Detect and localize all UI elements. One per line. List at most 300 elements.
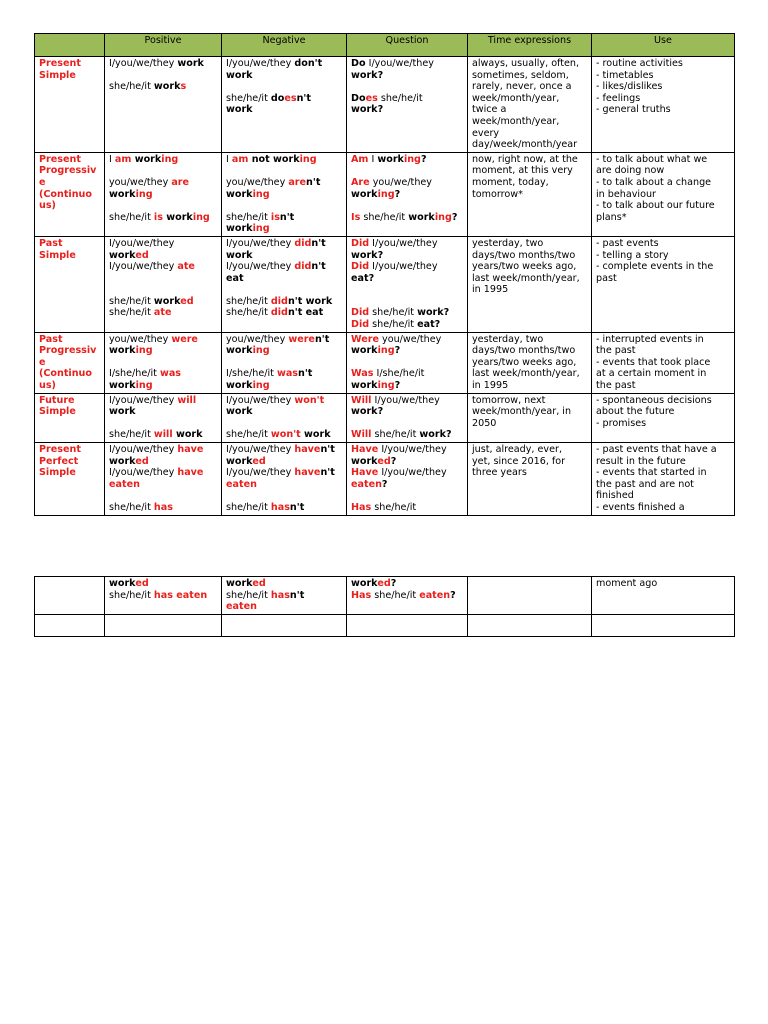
text-segment: Did xyxy=(351,261,370,273)
text-segment: work? xyxy=(417,307,450,319)
header-time-expressions: Time expressions xyxy=(468,34,592,57)
cell-line: yesterday, two xyxy=(472,333,544,345)
text-segment: Has xyxy=(351,589,372,601)
cell-line xyxy=(109,284,217,296)
cell-line xyxy=(226,334,342,346)
text-segment: work xyxy=(109,249,136,261)
text-segment: I/you/we/they xyxy=(226,394,295,406)
cell-line: three years xyxy=(472,467,527,479)
text-segment: she/he/it xyxy=(377,92,423,104)
cell-line: - to talk about our future xyxy=(596,200,715,212)
text-segment: work xyxy=(153,81,181,93)
text-segment: ing xyxy=(135,345,153,357)
cell-line xyxy=(109,590,217,602)
text-segment: Do xyxy=(351,58,366,69)
cell-line xyxy=(109,154,217,166)
text-segment: I/you/we/they xyxy=(109,394,178,406)
cell-line xyxy=(109,467,217,479)
text-segment: she/he/it xyxy=(109,307,154,319)
text-segment: ed xyxy=(252,578,266,589)
text-segment: work xyxy=(226,249,253,261)
cell-line: us) xyxy=(39,200,56,212)
cell-line: Present xyxy=(39,58,81,69)
text-segment: was xyxy=(276,368,299,380)
text-segment: work xyxy=(131,153,162,165)
text-segment: don't xyxy=(294,58,323,69)
cell-line: years/two weeks ago, xyxy=(472,356,577,368)
text-segment: I/you/we/they xyxy=(226,237,295,249)
text-segment: work xyxy=(226,104,253,116)
cell-line: (Continuo xyxy=(39,188,92,200)
text-segment: have xyxy=(177,467,204,479)
text-segment: n't xyxy=(314,333,330,345)
text-segment: not work xyxy=(248,153,300,165)
positive-form-cell xyxy=(105,443,222,516)
text-segment: she/he/it xyxy=(371,429,420,441)
text-segment: ? xyxy=(390,578,397,589)
cell-line xyxy=(351,467,463,479)
text-segment: work xyxy=(153,295,181,307)
empty-cell xyxy=(592,614,735,636)
tense-name-cell xyxy=(35,332,105,393)
text-segment: I/you/we/they xyxy=(109,261,178,273)
cell-line: result in the future xyxy=(596,455,686,467)
question-form-cell xyxy=(347,57,468,153)
text-segment: have xyxy=(294,444,321,455)
empty-cell xyxy=(347,614,468,636)
use-cell xyxy=(592,332,735,393)
use-cell xyxy=(592,236,735,332)
cell-line: week/month/year, xyxy=(472,115,560,127)
text-segment: ed xyxy=(377,455,391,467)
text-segment: n't xyxy=(320,467,335,479)
cell-line xyxy=(109,490,217,502)
text-segment: I/you/we/they xyxy=(371,394,440,406)
text-segment: ? xyxy=(420,153,427,165)
cell-line xyxy=(351,490,463,502)
question-form-cell xyxy=(347,236,468,332)
cell-line: tomorrow* xyxy=(472,188,523,200)
text-segment: were xyxy=(288,333,315,345)
cell-line xyxy=(109,189,217,201)
cell-line: Present xyxy=(39,444,81,455)
cell-line: Future xyxy=(39,394,75,406)
cell-line: - timetables xyxy=(596,69,654,81)
cell-line xyxy=(109,238,217,250)
cell-line xyxy=(109,250,217,262)
cell-line xyxy=(226,273,342,285)
text-segment: did xyxy=(270,307,288,319)
empty-cell xyxy=(468,614,592,636)
time-expressions-cell xyxy=(468,57,592,153)
text-segment: ing xyxy=(135,380,153,392)
cell-line xyxy=(226,104,342,116)
use-cell xyxy=(592,57,735,153)
cell-line xyxy=(109,58,217,70)
text-segment: I/you/we/they xyxy=(378,444,447,455)
cell-line xyxy=(109,429,217,441)
text-segment: Did xyxy=(351,237,370,249)
text-segment: has xyxy=(270,589,290,601)
cell-line xyxy=(226,380,342,392)
positive-form-cell xyxy=(105,57,222,153)
cell-line xyxy=(226,93,342,105)
text-segment: n't eat xyxy=(287,307,324,319)
cell-line: - to talk about what we xyxy=(596,153,708,165)
text-segment: ? xyxy=(390,455,397,467)
text-segment: I/you/we/they xyxy=(226,467,295,479)
cell-line: us) xyxy=(39,380,56,392)
cell-line xyxy=(351,502,463,514)
cell-line: now, right now, at the xyxy=(472,153,578,165)
cell-line xyxy=(226,177,342,189)
text-segment: ing xyxy=(377,345,395,357)
text-segment: won't xyxy=(294,394,325,406)
positive-form-cell xyxy=(105,236,222,332)
cell-line xyxy=(226,261,342,273)
negative-form-cell xyxy=(222,152,347,236)
question-form-cell xyxy=(347,152,468,236)
text-segment: I/you/we/they xyxy=(365,58,434,69)
cell-line xyxy=(351,357,463,369)
tenses-table-body xyxy=(35,57,735,516)
cell-line xyxy=(109,357,217,369)
text-segment: work xyxy=(351,578,378,589)
text-segment: did xyxy=(270,295,288,307)
text-segment: she/he/it xyxy=(109,589,154,601)
cell-line xyxy=(109,212,217,224)
cell-line: in 1995 xyxy=(472,284,509,296)
text-segment: ing xyxy=(252,223,270,235)
cell-line: - routine activities xyxy=(596,58,683,69)
text-segment: ing xyxy=(135,188,153,200)
continuation-question-cell xyxy=(347,577,468,615)
cell-line xyxy=(351,177,463,189)
text-segment: I/you/we/they xyxy=(109,58,178,69)
text-segment: Have xyxy=(351,444,379,455)
cell-line xyxy=(109,456,217,468)
text-segment: she/he/it xyxy=(369,307,418,319)
text-segment: work? xyxy=(351,406,384,418)
text-segment: s xyxy=(180,81,187,93)
text-segment: ? xyxy=(450,589,456,601)
cell-line: last week/month/year, xyxy=(472,368,580,380)
text-segment: Will xyxy=(351,429,372,441)
text-segment: she/he/it xyxy=(226,307,271,319)
cell-line xyxy=(351,93,463,105)
cell-line xyxy=(226,296,342,308)
cell-line: - events finished a xyxy=(596,501,685,513)
text-segment: ate xyxy=(153,307,172,319)
text-segment: Has xyxy=(351,501,372,513)
text-segment: work xyxy=(109,188,136,200)
text-segment: work xyxy=(226,345,253,357)
negative-form-cell xyxy=(222,393,347,442)
text-segment: has eaten xyxy=(153,589,208,601)
text-segment: Do xyxy=(351,92,366,104)
header-use: Use xyxy=(592,34,735,57)
cell-line: in 1995 xyxy=(472,380,509,392)
text-segment: ing xyxy=(377,188,395,200)
text-segment: n't xyxy=(279,211,295,223)
text-segment: I/she/he/it xyxy=(373,368,425,380)
text-segment: she/he/it xyxy=(369,319,418,331)
header-negative: Negative xyxy=(222,34,347,57)
text-segment: ed xyxy=(135,249,149,261)
cell-line: twice a xyxy=(472,104,507,116)
text-segment: are xyxy=(171,176,190,188)
cell-line: years/two weeks ago, xyxy=(472,261,577,273)
text-segment: ed xyxy=(180,295,194,307)
question-form-cell xyxy=(347,443,468,516)
cell-line xyxy=(351,578,463,590)
negative-form-cell xyxy=(222,332,347,393)
cell-line: - feelings xyxy=(596,92,641,104)
cell-line xyxy=(109,406,217,418)
text-segment: ? xyxy=(381,478,388,490)
text-segment: she/he/it xyxy=(109,501,154,513)
question-form-cell xyxy=(347,332,468,393)
text-segment: work xyxy=(162,211,193,223)
cell-line: about the future xyxy=(596,406,675,418)
text-segment: work xyxy=(226,69,253,81)
text-segment: work xyxy=(226,223,253,235)
use-cell xyxy=(592,443,735,516)
continuation-row xyxy=(35,577,735,615)
cell-line: 2050 xyxy=(472,417,497,429)
cell-line xyxy=(351,319,463,331)
text-segment: am xyxy=(231,153,249,165)
text-segment: work xyxy=(226,406,253,418)
cell-line xyxy=(226,490,342,502)
cell-line xyxy=(351,418,463,430)
cell-line: Past xyxy=(39,333,63,345)
text-segment: have xyxy=(177,444,204,455)
tense-name-cell xyxy=(35,236,105,332)
text-segment: n't xyxy=(320,444,335,455)
cell-line: days/two months/two xyxy=(472,345,576,357)
cell-line xyxy=(226,212,342,224)
text-segment: Am xyxy=(351,153,369,165)
header-tense xyxy=(35,34,105,57)
text-segment: I/you/we/they xyxy=(109,467,178,479)
text-segment: are xyxy=(288,176,307,188)
text-segment: ing xyxy=(161,153,179,165)
text-segment: work? xyxy=(351,249,384,261)
text-segment: did xyxy=(294,237,312,249)
cell-line xyxy=(351,406,463,418)
cell-line xyxy=(351,273,463,285)
cell-line: - interrupted events in xyxy=(596,333,704,345)
text-segment: I xyxy=(109,153,115,165)
positive-form-cell xyxy=(105,393,222,442)
text-segment: ? xyxy=(394,380,401,392)
text-segment: work? xyxy=(351,69,384,81)
cell-line xyxy=(226,200,342,212)
cell-line: sometimes, seldom, xyxy=(472,69,569,81)
cell-line xyxy=(226,429,342,441)
text-segment: work xyxy=(377,153,404,165)
text-segment: ing xyxy=(434,211,452,223)
empty-cell xyxy=(35,614,105,636)
text-segment: work xyxy=(226,188,253,200)
cell-line xyxy=(109,578,217,590)
cell-line: at a certain moment in xyxy=(596,368,707,380)
text-segment: ing xyxy=(377,380,395,392)
cell-line: - telling a story xyxy=(596,249,669,261)
cell-line xyxy=(226,189,342,201)
negative-form-cell xyxy=(222,236,347,332)
cell-line: week/month/year, in xyxy=(472,406,572,418)
cell-line xyxy=(351,590,463,602)
tenses-table xyxy=(34,33,735,516)
cell-line xyxy=(351,70,463,82)
text-segment: work? xyxy=(419,429,452,441)
cell-line xyxy=(109,479,217,491)
cell-line xyxy=(109,380,217,392)
cell-line: Progressiv xyxy=(39,345,97,357)
tense-name-cell xyxy=(35,393,105,442)
text-segment: she/he/it xyxy=(226,92,271,104)
text-segment: she/he/it xyxy=(371,589,420,601)
cell-line xyxy=(226,81,342,93)
cell-line: week/month/year, xyxy=(472,92,560,104)
cell-line: every xyxy=(472,127,500,139)
continuation-negative-cell xyxy=(222,577,347,615)
cell-line xyxy=(226,154,342,166)
text-segment: I/you/we/they xyxy=(109,444,178,455)
text-segment: Were xyxy=(351,333,379,345)
cell-line: moment ago xyxy=(596,578,658,589)
empty-cell xyxy=(105,614,222,636)
cell-line xyxy=(351,165,463,177)
text-segment: you/we/they xyxy=(109,333,172,345)
cell-line xyxy=(109,368,217,380)
text-segment: has xyxy=(270,501,290,513)
cell-line xyxy=(351,380,463,392)
text-segment: n't xyxy=(289,501,305,513)
cell-line xyxy=(226,250,342,262)
text-segment: she/he/it xyxy=(109,211,154,223)
text-segment: eaten xyxy=(109,478,140,490)
continuation-time-cell xyxy=(468,577,592,615)
cell-line xyxy=(226,590,342,602)
text-segment: I/she/he/it xyxy=(226,368,277,380)
time-expressions-cell xyxy=(468,443,592,516)
text-segment: work xyxy=(109,455,136,467)
cell-line: always, usually, often, xyxy=(472,58,580,69)
cell-line xyxy=(226,284,342,296)
cell-line xyxy=(109,177,217,189)
cell-line: in behaviour xyxy=(596,188,656,200)
text-segment: work? xyxy=(351,104,384,116)
cell-line: Simple xyxy=(39,69,76,81)
text-segment: ing xyxy=(192,211,210,223)
cell-line: Simple xyxy=(39,406,76,418)
cell-line xyxy=(109,345,217,357)
text-segment: do xyxy=(270,92,285,104)
cell-line: last week/month/year, xyxy=(472,272,580,284)
positive-form-cell xyxy=(105,332,222,393)
cell-line: yesterday, two xyxy=(472,237,544,249)
cell-line xyxy=(109,296,217,308)
cell-line: - past events xyxy=(596,237,659,249)
negative-form-cell xyxy=(222,443,347,516)
text-segment: ing xyxy=(252,345,270,357)
cell-line: past xyxy=(596,272,617,284)
cell-line: - promises xyxy=(596,417,647,429)
cell-line: - events that took place xyxy=(596,356,711,368)
text-segment: eaten xyxy=(226,478,257,490)
cell-line xyxy=(351,345,463,357)
cell-line xyxy=(109,502,217,514)
text-segment: work xyxy=(226,380,253,392)
cell-line xyxy=(226,502,342,514)
text-segment: es xyxy=(365,92,378,104)
tense-row xyxy=(35,152,735,236)
text-segment: I/you/we/they xyxy=(226,261,295,273)
cell-line: rarely, never, once a xyxy=(472,81,572,93)
cell-line xyxy=(351,58,463,70)
text-segment: is xyxy=(270,211,280,223)
cell-line xyxy=(351,200,463,212)
text-segment: ing xyxy=(252,188,270,200)
cell-line xyxy=(226,467,342,479)
text-segment: Did xyxy=(351,319,370,331)
text-segment: were xyxy=(171,333,198,345)
cell-line xyxy=(351,368,463,380)
cell-line: Perfect xyxy=(39,455,79,467)
cell-line xyxy=(351,284,463,296)
cell-line: moment, at this very xyxy=(472,165,573,177)
header-positive: Positive xyxy=(105,34,222,57)
text-segment: Are xyxy=(351,176,370,188)
text-segment: was xyxy=(159,368,182,380)
cell-line xyxy=(351,261,463,273)
text-segment: n't xyxy=(298,368,313,380)
text-segment: she/he/it xyxy=(226,211,271,223)
text-segment: you/we/they xyxy=(226,176,289,188)
text-segment: work xyxy=(172,429,203,441)
cell-line: yet, since 2016, for xyxy=(472,455,566,467)
cell-line xyxy=(351,429,463,441)
text-segment: work xyxy=(351,455,378,467)
cell-line: tomorrow, next xyxy=(472,394,546,406)
cell-line xyxy=(109,418,217,430)
text-segment: she/he/it xyxy=(226,295,271,307)
text-segment: I xyxy=(368,153,378,165)
cell-line xyxy=(351,81,463,93)
text-segment: eaten xyxy=(226,601,257,613)
text-segment: work xyxy=(351,345,378,357)
text-segment: I/you/we/they xyxy=(226,444,295,455)
text-segment: work xyxy=(226,578,253,589)
use-cell xyxy=(592,393,735,442)
text-segment: ed xyxy=(135,455,149,467)
cell-line: Progressiv xyxy=(39,165,97,177)
cell-line: - past events that have a xyxy=(596,444,717,455)
text-segment: has xyxy=(153,501,173,513)
cell-line xyxy=(226,444,342,456)
text-segment: is xyxy=(153,211,163,223)
cell-line xyxy=(109,307,217,319)
text-segment: did xyxy=(294,261,312,273)
cell-line: days/two months/two xyxy=(472,249,576,261)
cell-line xyxy=(351,154,463,166)
cell-line: - likes/dislikes xyxy=(596,81,663,93)
cell-line xyxy=(351,296,463,308)
text-segment: es xyxy=(284,92,297,104)
